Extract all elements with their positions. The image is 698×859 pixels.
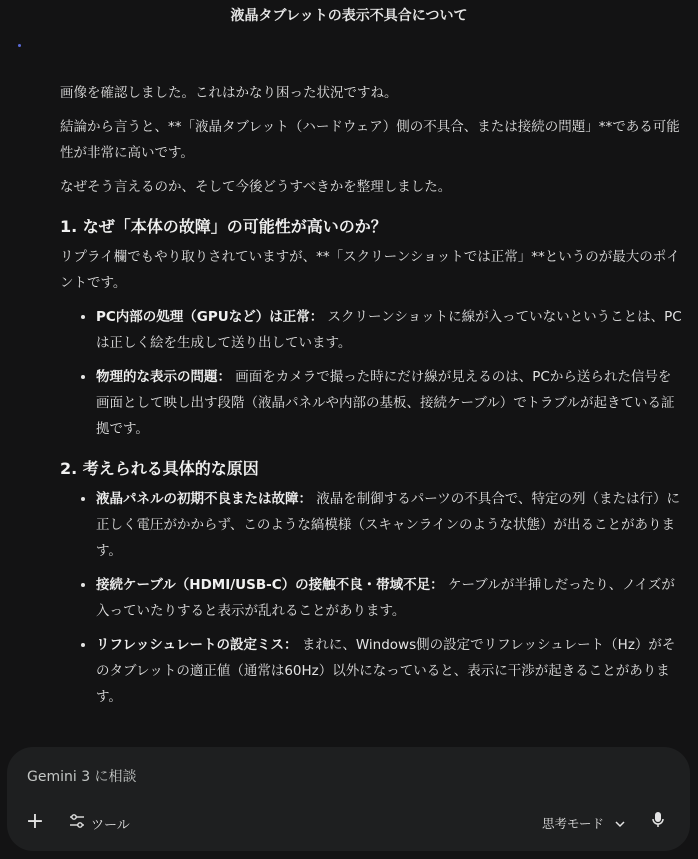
mode-label: 思考モード [541,816,604,831]
section2-heading: 2. 考えられる具体的な原因 [60,459,259,478]
list-item [96,364,684,442]
list-item-bold: リフレッシュレートの設定ミス： [96,637,298,653]
section1-list [60,304,684,442]
tools-label: ツール [91,817,130,833]
section1-heading: 1. なぜ「本体の故障」の可能性が高いのか？ [60,217,387,236]
tools-icon [69,814,85,832]
gemini-sparkle-icon [18,44,21,47]
intro-paragraph-3: なぜそう言えるのか、そして今後どうすべきかを整理しました。 [60,179,452,195]
list-item-text: ケーブルが半挿しだったり、ノイズが入っていたりすると表示が乱れることがあります。 [96,577,675,619]
list-item-text: 液晶を制御するパーツの不具合で、特定の列（または行）に正しく電圧がかからず、このような縞模様（スキャンラインのような状態）が出ることがあります。 [96,491,680,559]
list-item [96,632,684,710]
add-button[interactable] [25,811,45,833]
conversation-title: 液晶タブレットの表示不具合について [230,8,468,24]
chevron-down-icon [614,816,626,831]
mode-selector[interactable] [542,813,626,833]
list-item-text: まれに、Windows側の設定でリフレッシュレート（Hz）がそのタブレットの適正値（通常は60Hz）以外になっていると、表示に干渉が起きることがあります。 [96,637,676,705]
list-item [96,486,684,564]
response-body [60,80,684,718]
list-item-bold: 液晶パネルの初期不良または故障： [96,491,312,507]
list-item-text: スクリーンショットに線が入っていないということは、PCは正しく絵を生成して送り出しています。 [96,309,682,351]
intro-paragraph-2: 結論から言うと、**「液晶タブレット（ハードウェア）側の不具合、または接続の問題」**である可能性が非常に高いです。 [60,119,680,161]
microphone-button[interactable] [648,811,668,833]
list-item [96,304,684,356]
list-item [96,572,684,624]
section1-paragraph: リプライ欄でもやり取りされていますが、**「スクリーンショットでは正常」**というのが最大のポイントです。 [60,249,680,291]
mic-icon [651,811,665,833]
list-item-text: 画面をカメラで撮った時にだけ線が見えるのは、PCから送られた信号を画面として映し出す段階（液晶パネルや内部の基板、接続ケーブル）でトラブルが起きている証拠です。 [96,369,675,437]
prompt-composer[interactable] [7,747,690,851]
tools-button[interactable] [69,813,130,833]
list-item-bold: 接続ケーブル（HDMI/USB-C）の接触不良・帯域不足： [96,577,444,593]
plus-icon: + [25,809,45,834]
section2-list [60,486,684,710]
list-item-bold: PC内部の処理（GPUなど）は正常： [96,309,324,325]
list-item-bold: 物理的な表示の問題： [96,369,231,385]
intro-paragraph-1: 画像を確認しました。これはかなり困った状況ですね。 [60,85,398,101]
prompt-input[interactable]: Gemini 3 に相談 [27,769,137,785]
